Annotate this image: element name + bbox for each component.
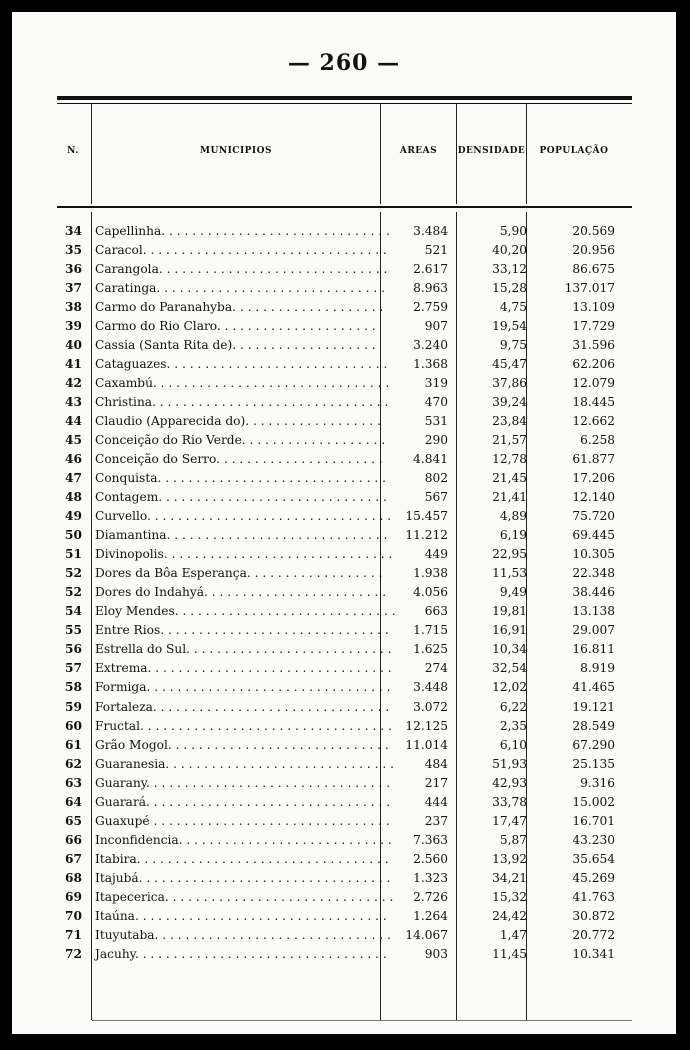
municipio-name: Itapecerica. . . . . . . . . . . . . . . . . . . . . . . . . . . . . . <box>95 889 394 904</box>
row-number: 61 <box>65 737 82 752</box>
area-value: 8.963 <box>413 281 448 296</box>
municipio-name: Inconfidencia. . . . . . . . . . . . . . . . . . . . . . . . . . . . <box>95 832 392 847</box>
area-value: 15.457 <box>405 509 448 524</box>
table-row <box>12 374 676 393</box>
area-value: 531 <box>424 414 448 429</box>
row-number: 44 <box>65 414 82 429</box>
populacao-value: 67.290 <box>572 737 615 752</box>
area-value: 802 <box>424 471 448 486</box>
municipio-name: Guarany. . . . . . . . . . . . . . . . . . . . . . . . . . . . . . . . <box>95 775 391 790</box>
densidade-value: 39,24 <box>492 395 527 410</box>
densidade-value: 12,78 <box>492 452 527 467</box>
densidade-value: 13,92 <box>492 851 527 866</box>
densidade-value: 5,90 <box>499 224 527 238</box>
document-page <box>12 12 676 1034</box>
densidade-value: 4,75 <box>499 300 527 315</box>
row-number: 71 <box>65 927 82 942</box>
densidade-value: 32,54 <box>492 661 527 676</box>
table-row <box>12 545 676 564</box>
densidade-value: 6,19 <box>499 528 527 543</box>
table-row <box>12 698 676 717</box>
municipio-name: Entre Rios. . . . . . . . . . . . . . . . . . . . . . . . . . . . . . <box>95 623 389 638</box>
municipio-name: Fructal. . . . . . . . . . . . . . . . . . . . . . . . . . . . . . . . . <box>95 718 392 733</box>
table-row <box>12 526 676 545</box>
table-row <box>12 659 676 678</box>
municipio-name: Dores da Bôa Esperança. . . . . . . . . . . . . . . . . . <box>95 566 383 581</box>
populacao-value: 137.017 <box>564 281 615 296</box>
table-row <box>12 412 676 431</box>
populacao-value: 41.763 <box>572 889 615 904</box>
table-row <box>12 717 676 736</box>
municipio-name: Christina. . . . . . . . . . . . . . . . . . . . . . . . . . . . . . . <box>95 395 389 410</box>
header-populacao: POPULAÇÃO <box>539 146 609 156</box>
municipio-name: Guaxupé . . . . . . . . . . . . . . . . . . . . . . . . . . . . . . . <box>95 813 390 828</box>
table-row <box>12 774 676 793</box>
populacao-value: 15.002 <box>572 794 615 809</box>
area-value: 2.759 <box>413 300 448 315</box>
municipio-name: Itabira. . . . . . . . . . . . . . . . . . . . . . . . . . . . . . . . . <box>95 851 389 866</box>
densidade-value: 9,75 <box>499 338 527 353</box>
area-value: 1.264 <box>413 908 448 923</box>
header-rule-thin <box>57 103 632 104</box>
populacao-value: 38.446 <box>572 585 615 600</box>
area-value: 1.323 <box>413 870 448 885</box>
populacao-value: 17.206 <box>572 471 615 486</box>
row-number: 41 <box>65 357 82 372</box>
header-bottom-rule <box>57 206 632 208</box>
municipio-name: Contagem. . . . . . . . . . . . . . . . . . . . . . . . . . . . . . <box>95 490 387 505</box>
municipio-name: Conceição do Rio Verde. . . . . . . . . . . . . . . . . . . <box>95 433 386 448</box>
area-value: 217 <box>424 775 448 790</box>
populacao-value: 13.109 <box>572 300 615 315</box>
row-number: 36 <box>65 262 82 277</box>
area-value: 4.841 <box>413 452 448 467</box>
header-areas: AREAS <box>399 146 438 156</box>
densidade-value: 9,49 <box>499 585 527 600</box>
densidade-value: 45,47 <box>492 357 527 372</box>
densidade-value: 34,21 <box>492 870 527 885</box>
populacao-value: 18.445 <box>572 395 615 410</box>
densidade-value: 33,78 <box>492 794 527 809</box>
table-row <box>12 393 676 412</box>
row-number: 37 <box>65 281 82 296</box>
municipio-name: Ituyutaba. . . . . . . . . . . . . . . . . . . . . . . . . . . . . . . <box>95 927 391 942</box>
area-value: 907 <box>424 319 448 334</box>
densidade-value: 24,42 <box>492 908 527 923</box>
densidade-value: 33,12 <box>492 262 527 277</box>
municipio-name: Conquista. . . . . . . . . . . . . . . . . . . . . . . . . . . . . . <box>95 471 387 486</box>
row-number: 54 <box>65 604 82 619</box>
row-number: 65 <box>65 813 82 828</box>
area-value: 14.067 <box>405 927 448 942</box>
densidade-value: 12,02 <box>492 680 527 695</box>
area-value: 1.715 <box>413 623 448 638</box>
row-number: 57 <box>65 661 82 676</box>
densidade-value: 19,54 <box>492 319 527 334</box>
densidade-value: 37,86 <box>492 376 527 391</box>
area-value: 2.726 <box>413 889 448 904</box>
row-number: 60 <box>65 718 82 733</box>
area-value: 12.125 <box>405 718 448 733</box>
populacao-value: 29.007 <box>572 623 615 638</box>
municipio-name: Dores do Indahyá. . . . . . . . . . . . . . . . . . . . . . . . <box>95 585 387 600</box>
municipio-name: Fortaleza. . . . . . . . . . . . . . . . . . . . . . . . . . . . . . . <box>95 699 390 714</box>
municipio-name: Itaúna. . . . . . . . . . . . . . . . . . . . . . . . . . . . . . . . . <box>95 908 387 923</box>
table-row <box>12 431 676 450</box>
municipio-name: Itajubá. . . . . . . . . . . . . . . . . . . . . . . . . . . . . . . . . <box>95 870 391 885</box>
table-row <box>12 812 676 831</box>
municipio-name: Caxambú. . . . . . . . . . . . . . . . . . . . . . . . . . . . . . . <box>95 376 390 391</box>
table-row <box>12 926 676 945</box>
header-n: N. <box>67 146 79 156</box>
row-number: 63 <box>65 775 82 790</box>
area-value: 4.056 <box>413 585 448 600</box>
municipio-name: Caracol. . . . . . . . . . . . . . . . . . . . . . . . . . . . . . . . <box>95 243 387 258</box>
densidade-value: 15,28 <box>492 281 527 296</box>
area-value: 319 <box>424 376 448 391</box>
table-row <box>12 602 676 621</box>
area-value: 521 <box>424 243 448 258</box>
area-value: 484 <box>424 756 448 771</box>
populacao-value: 16.701 <box>572 813 615 828</box>
populacao-value: 20.569 <box>572 224 615 238</box>
populacao-value: 10.305 <box>572 547 615 562</box>
densidade-value: 51,93 <box>492 756 527 771</box>
header-municipios: MUNICIPIOS <box>200 146 272 156</box>
municipio-name: Capellinha. . . . . . . . . . . . . . . . . . . . . . . . . . . . . . <box>95 224 390 238</box>
municipio-name: Formiga. . . . . . . . . . . . . . . . . . . . . . . . . . . . . . . . <box>95 680 391 695</box>
row-number: 52 <box>65 585 82 600</box>
table-row <box>12 850 676 869</box>
row-number: 50 <box>65 528 82 543</box>
row-number: 56 <box>65 642 82 657</box>
municipio-name: Cataguazes. . . . . . . . . . . . . . . . . . . . . . . . . . . . . <box>95 357 388 372</box>
table-row <box>12 945 676 964</box>
area-value: 2.617 <box>413 262 448 277</box>
header-densidade: DENSIDADE <box>457 146 526 156</box>
row-number: 69 <box>65 889 82 904</box>
populacao-value: 12.140 <box>572 490 615 505</box>
row-number: 72 <box>65 946 82 961</box>
municipio-name: Claudio (Apparecida do). . . . . . . . . . . . . . . . . . <box>95 414 381 429</box>
populacao-value: 69.445 <box>572 528 615 543</box>
table-row <box>12 678 676 697</box>
area-value: 1.625 <box>413 642 448 657</box>
municipio-name: Carmo do Paranahyba. . . . . . . . . . . . . . . . . . . . <box>95 300 384 315</box>
table-bottom-rule <box>92 1020 632 1021</box>
municipio-name: Guaranesia. . . . . . . . . . . . . . . . . . . . . . . . . . . . . . <box>95 756 394 771</box>
densidade-value: 11,45 <box>492 946 527 961</box>
populacao-value: 6.258 <box>580 433 615 448</box>
populacao-value: 61.877 <box>572 452 615 467</box>
table-row <box>12 793 676 812</box>
row-number: 40 <box>65 338 82 353</box>
table-row <box>12 831 676 850</box>
populacao-value: 30.872 <box>572 908 615 923</box>
populacao-value: 9.316 <box>580 775 615 790</box>
area-value: 1.938 <box>413 566 448 581</box>
area-value: 470 <box>424 395 448 410</box>
municipio-name: Conceição do Serro. . . . . . . . . . . . . . . . . . . . . . <box>95 452 383 467</box>
area-value: 274 <box>424 661 448 676</box>
populacao-value: 25.135 <box>572 756 615 771</box>
municipio-name: Carangola. . . . . . . . . . . . . . . . . . . . . . . . . . . . . . <box>95 262 388 277</box>
municipio-name: Eloy Mendes. . . . . . . . . . . . . . . . . . . . . . . . . . . . . <box>95 604 396 619</box>
populacao-value: 22.348 <box>572 566 615 581</box>
table-row <box>12 755 676 774</box>
area-value: 3.072 <box>413 699 448 714</box>
table-row <box>12 260 676 279</box>
municipio-name: Estrella do Sul. . . . . . . . . . . . . . . . . . . . . . . . . . . <box>95 642 392 657</box>
area-value: 449 <box>424 547 448 562</box>
row-number: 34 <box>65 224 82 238</box>
row-number: 42 <box>65 376 82 391</box>
populacao-value: 8.919 <box>580 661 615 676</box>
area-value: 1.368 <box>413 357 448 372</box>
table-row <box>12 736 676 755</box>
page-number: — 260 — <box>287 50 401 76</box>
table-row <box>12 298 676 317</box>
populacao-value: 45.269 <box>572 870 615 885</box>
area-value: 290 <box>424 433 448 448</box>
table-row <box>12 583 676 602</box>
municipio-name: Extrema. . . . . . . . . . . . . . . . . . . . . . . . . . . . . . . . <box>95 661 392 676</box>
densidade-value: 4,89 <box>499 509 527 524</box>
table-row <box>12 640 676 659</box>
populacao-value: 13.138 <box>572 604 615 619</box>
populacao-value: 43.230 <box>572 832 615 847</box>
municipio-name: Guarará. . . . . . . . . . . . . . . . . . . . . . . . . . . . . . . . <box>95 794 391 809</box>
table-row <box>12 469 676 488</box>
row-number: 68 <box>65 870 82 885</box>
densidade-value: 21,57 <box>492 433 527 448</box>
area-value: 567 <box>424 490 448 505</box>
table-row <box>12 355 676 374</box>
densidade-value: 10,34 <box>492 642 527 657</box>
area-value: 3.448 <box>413 680 448 695</box>
area-value: 2.560 <box>413 851 448 866</box>
populacao-value: 19.121 <box>572 699 615 714</box>
area-value: 3.484 <box>413 224 448 238</box>
populacao-value: 12.662 <box>572 414 615 429</box>
densidade-value: 22,95 <box>492 547 527 562</box>
densidade-value: 17,47 <box>492 813 527 828</box>
table-row <box>12 279 676 298</box>
populacao-value: 75.720 <box>572 509 615 524</box>
table-row <box>12 507 676 526</box>
row-number: 43 <box>65 395 82 410</box>
row-number: 67 <box>65 851 82 866</box>
table-row <box>12 869 676 888</box>
table-row <box>12 450 676 469</box>
area-value: 903 <box>424 946 448 961</box>
row-number: 35 <box>65 243 82 258</box>
table-row <box>12 888 676 907</box>
row-number: 59 <box>65 699 82 714</box>
densidade-value: 15,32 <box>492 889 527 904</box>
row-number: 46 <box>65 452 82 467</box>
row-number: 66 <box>65 832 82 847</box>
densidade-value: 23,84 <box>492 414 527 429</box>
row-number: 52 <box>65 566 82 581</box>
row-number: 48 <box>65 490 82 505</box>
table-row <box>12 621 676 640</box>
municipio-name: Cassia (Santa Rita de). . . . . . . . . . . . . . . . . . . <box>95 338 376 353</box>
populacao-value: 31.596 <box>572 338 615 353</box>
populacao-value: 16.811 <box>572 642 615 657</box>
populacao-value: 41.465 <box>572 680 615 695</box>
table-row <box>12 222 676 241</box>
municipio-name: Divinopolis. . . . . . . . . . . . . . . . . . . . . . . . . . . . . . <box>95 547 393 562</box>
header-rule-thick <box>57 96 632 100</box>
table-row <box>12 241 676 260</box>
area-value: 663 <box>424 604 448 619</box>
row-number: 51 <box>65 547 82 562</box>
row-number: 45 <box>65 433 82 448</box>
municipio-name: Curvello. . . . . . . . . . . . . . . . . . . . . . . . . . . . . . . . <box>95 509 392 524</box>
area-value: 444 <box>424 794 448 809</box>
row-number: 38 <box>65 300 82 315</box>
table-row <box>12 488 676 507</box>
populacao-value: 20.772 <box>572 927 615 942</box>
populacao-value: 20.956 <box>572 243 615 258</box>
populacao-value: 17.729 <box>572 319 615 334</box>
densidade-value: 16,91 <box>492 623 527 638</box>
populacao-value: 10.341 <box>572 946 615 961</box>
densidade-value: 5,87 <box>499 832 527 847</box>
densidade-value: 19,81 <box>492 604 527 619</box>
row-number: 58 <box>65 680 82 695</box>
populacao-value: 12.079 <box>572 376 615 391</box>
densidade-value: 1,47 <box>499 927 527 942</box>
table-row <box>12 317 676 336</box>
populacao-value: 62.206 <box>572 357 615 372</box>
row-number: 47 <box>65 471 82 486</box>
densidade-value: 2,35 <box>499 718 527 733</box>
table-row <box>12 336 676 355</box>
municipio-name: Grão Mogol. . . . . . . . . . . . . . . . . . . . . . . . . . . . . <box>95 737 389 752</box>
densidade-value: 21,41 <box>492 490 527 505</box>
municipio-name: Caratinga. . . . . . . . . . . . . . . . . . . . . . . . . . . . . . <box>95 281 385 296</box>
table-row <box>12 564 676 583</box>
area-value: 7.363 <box>413 832 448 847</box>
area-value: 11.212 <box>405 528 448 543</box>
populacao-value: 28.549 <box>572 718 615 733</box>
municipio-name: Diamantina. . . . . . . . . . . . . . . . . . . . . . . . . . . . . <box>95 528 388 543</box>
densidade-value: 21,45 <box>492 471 527 486</box>
densidade-value: 6,10 <box>499 737 527 752</box>
densidade-value: 42,93 <box>492 775 527 790</box>
row-number: 70 <box>65 908 82 923</box>
densidade-value: 40,20 <box>492 243 527 258</box>
area-value: 3.240 <box>413 338 448 353</box>
table-row <box>12 907 676 926</box>
populacao-value: 35.654 <box>572 851 615 866</box>
row-number: 64 <box>65 794 82 809</box>
row-number: 49 <box>65 509 82 524</box>
area-value: 11.014 <box>405 737 448 752</box>
populacao-value: 86.675 <box>572 262 615 277</box>
municipio-name: Carmo do Rio Claro. . . . . . . . . . . . . . . . . . . . . <box>95 319 376 334</box>
densidade-value: 11,53 <box>492 566 527 581</box>
row-number: 62 <box>65 756 82 771</box>
area-value: 237 <box>424 813 448 828</box>
row-number: 55 <box>65 623 82 638</box>
row-number: 39 <box>65 319 82 334</box>
densidade-value: 6,22 <box>499 699 527 714</box>
municipio-name: Jacuhy. . . . . . . . . . . . . . . . . . . . . . . . . . . . . . . . . <box>95 946 387 961</box>
